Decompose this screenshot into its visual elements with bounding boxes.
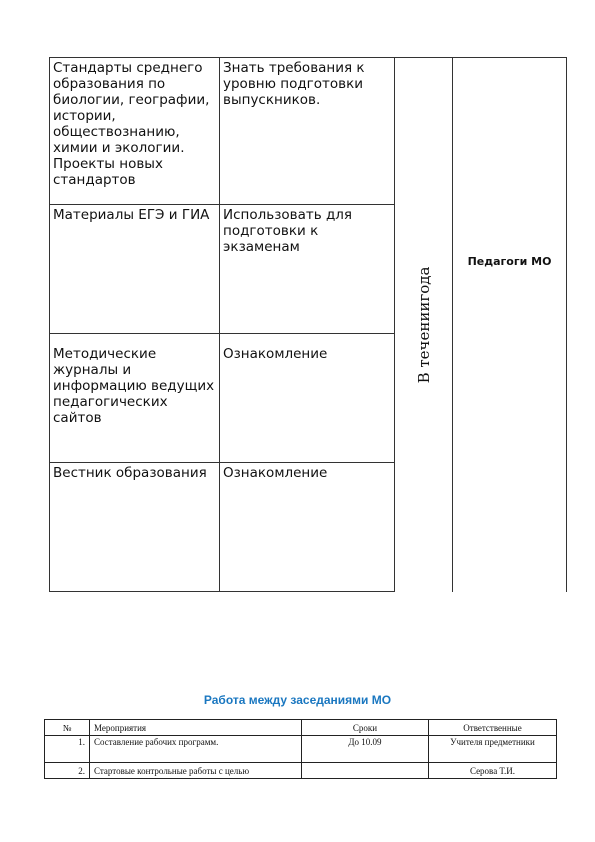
row-event: Составление рабочих программ.	[90, 736, 302, 763]
material-cell: Материалы ЕГЭ и ГИА	[50, 205, 220, 334]
header-event: Мероприятия	[90, 720, 302, 736]
table-row	[50, 58, 567, 205]
table-row	[45, 763, 557, 779]
table-header-row	[45, 720, 557, 736]
term-cell	[395, 58, 453, 592]
responsible-cell	[453, 58, 567, 592]
row-dates	[302, 763, 429, 779]
material-cell: Методические журналы и информацию ведущих педагогических сайтов	[50, 334, 220, 463]
materials-table	[49, 57, 567, 592]
term-text: В течениигода	[414, 266, 433, 384]
table-bottom-rule	[49, 591, 380, 592]
header-num: №	[45, 720, 90, 736]
responsible-text: Педагоги МО	[467, 255, 552, 268]
table-row	[45, 736, 557, 763]
row-num: 2.	[45, 763, 90, 779]
row-responsible: Серова Т.И.	[429, 763, 557, 779]
material-cell: Стандарты среднего образования по биологии, географии, истории, обществознанию, химии и экологии. Проекты новых стандартов	[50, 58, 220, 205]
row-dates: До 10.09	[302, 736, 429, 763]
purpose-cell: Ознакомление	[220, 334, 395, 463]
material-cell: Вестник образования	[50, 463, 220, 592]
purpose-cell: Использовать для подготовки к экзаменам	[220, 205, 395, 334]
row-event: Стартовые контрольные работы с целью	[90, 763, 302, 779]
purpose-cell: Знать требования к уровню подготовки выпускников.	[220, 58, 395, 205]
activities-table	[44, 719, 557, 779]
row-responsible: Учителя предметники	[429, 736, 557, 763]
section-title: Работа между заседаниями МО	[203, 693, 392, 707]
purpose-cell: Ознакомление	[220, 463, 395, 592]
header-dates: Сроки	[302, 720, 429, 736]
header-responsible: Ответственные	[429, 720, 557, 736]
row-num: 1.	[45, 736, 90, 763]
